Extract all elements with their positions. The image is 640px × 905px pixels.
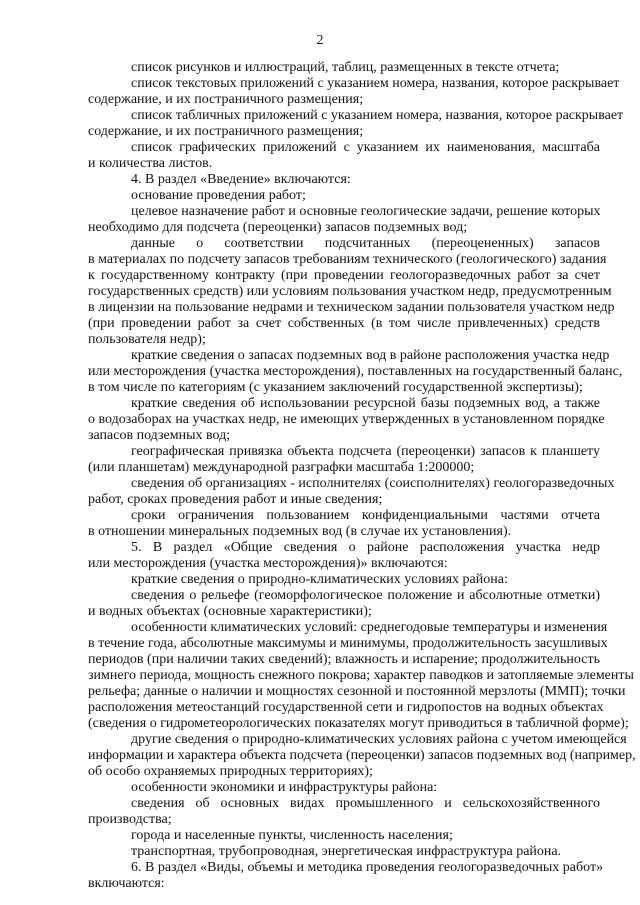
text-line: и водных объектах (основные характеристики); <box>88 604 372 619</box>
text-line: краткие сведения об использовании ресурсной базы подземных вод, а также <box>131 396 600 411</box>
text-line: список графических приложений с указанием их наименования, масштаба <box>131 140 600 155</box>
text-line: рельефа; данные о наличии и мощностях сезонной и постоянной мерзлоты (ММП); точки <box>88 684 626 699</box>
text-line: и количества листов. <box>88 156 213 171</box>
text-line: в лицензии на пользование недрами и техническом задании пользователя участком недр <box>88 300 615 315</box>
text-line: содержание, и их постраничного размещения; <box>88 124 364 139</box>
text-line: другие сведения о природно-климатических условиях района с учетом имеющейся <box>131 732 627 747</box>
text-line: или месторождения (участка месторождения)» включаются: <box>88 556 448 571</box>
text-line: особенности экономики и инфраструктуры района: <box>131 780 438 795</box>
text-line: включаются: <box>88 876 165 891</box>
text-line: краткие сведения о природно-климатических условиях района: <box>131 572 508 587</box>
text-line: в течение года, абсолютные максимумы и минимумы, продолжительность засушливых <box>88 636 608 651</box>
text-line: в том числе по категориям (с указанием заключений государственной экспертизы); <box>88 380 583 395</box>
text-line: данные о соответствии подсчитанных (переоцененных) запасов <box>131 236 600 251</box>
text-line: города и населенные пункты, численность населения; <box>131 828 453 843</box>
text-line: целевое назначение работ и основные геологические задачи, решение которых <box>131 204 601 219</box>
text-line: 6. В раздел «Виды, объемы и методика проведения геологоразведочных работ» <box>131 860 604 875</box>
text-line: об особо охраняемых природных территориях); <box>88 764 373 779</box>
text-line: основание проведения работ; <box>131 188 306 203</box>
text-line: периодов (при наличии таких сведений); влажность и испарение; продолжительность <box>88 652 600 667</box>
text-line: (при проведении работ за счет собственных (в том числе привлеченных) средств <box>88 316 600 331</box>
text-line: пользователя недр); <box>88 332 206 347</box>
text-line: в отношении минеральных подземных вод (в случае их установления). <box>88 524 512 539</box>
text-line: 4. В раздел «Введение» включаются: <box>131 172 351 187</box>
text-line: к государственному контракту (при проведении геологоразведочных работ за счет <box>88 268 600 283</box>
text-line: сведения об основных видах промышленного и сельскохозяйственного <box>131 796 600 811</box>
text-line: содержание, и их постраничного размещения; <box>88 92 364 107</box>
text-line: особенности климатических условий: среднегодовые температуры и изменения <box>131 620 608 635</box>
text-line: транспортная, трубопроводная, энергетическая инфраструктура района. <box>131 844 562 859</box>
text-line: работ, сроках проведения работ и иные сведения; <box>88 492 383 507</box>
text-line: необходимо для подсчета (переоценки) запасов подземных вод; <box>88 220 468 235</box>
text-line: расположения метеостанций государственной сети и гидропостов на водных объектах <box>88 700 604 715</box>
text-line: список текстовых приложений с указанием номера, названия, которое раскрывает <box>131 76 620 91</box>
text-line: зимнего периода, мощность снежного покрова; характер паводков и затопляемые элементы <box>88 668 634 683</box>
text-line: краткие сведения о запасах подземных вод в районе расположения участка недр <box>131 348 610 363</box>
text-line: сроки ограничения пользованием конфиденциальными частями отчета <box>131 508 600 523</box>
text-line: информации и характера объекта подсчета (переоценки) запасов подземных вод (например, <box>88 748 636 763</box>
text-line: (или планшетам) международной разграфки масштаба 1:200000; <box>88 460 475 475</box>
text-line: сведения об организациях - исполнителях (соисполнителях) геологоразведочных <box>131 476 615 491</box>
text-line: запасов подземных вод; <box>88 428 231 443</box>
text-line: географическая привязка объекта подсчета (переоценки) запасов к планшету <box>131 444 600 459</box>
text-line: сведения о рельефе (геоморфологическое положение и абсолютные отметки) <box>131 588 600 603</box>
text-line: 5. В раздел «Общие сведения о районе расположения участка недр <box>131 540 600 555</box>
text-line: список рисунков и иллюстраций, таблиц, размещенных в тексте отчета; <box>131 60 560 75</box>
text-line: в материалах по подсчету запасов требованиям технического (геологического) задания <box>88 252 607 267</box>
text-line: производства; <box>88 812 172 827</box>
text-line: государственных средств) или условиям пользования участком недр, предусмотренным <box>88 284 612 299</box>
page-number: 2 <box>316 33 324 48</box>
text-line: о водозаборах на участках недр, не имеющих утвержденных в установленном порядке <box>88 412 605 427</box>
text-line: список табличных приложений с указанием номера, названия, которое раскрывает <box>131 108 624 123</box>
text-line: или месторождения (участка месторождения), поставленных на государственный баланс, <box>88 364 623 379</box>
text-line: (сведения о гидрометеорологических показателях могут приводиться в табличной форме); <box>88 716 629 731</box>
